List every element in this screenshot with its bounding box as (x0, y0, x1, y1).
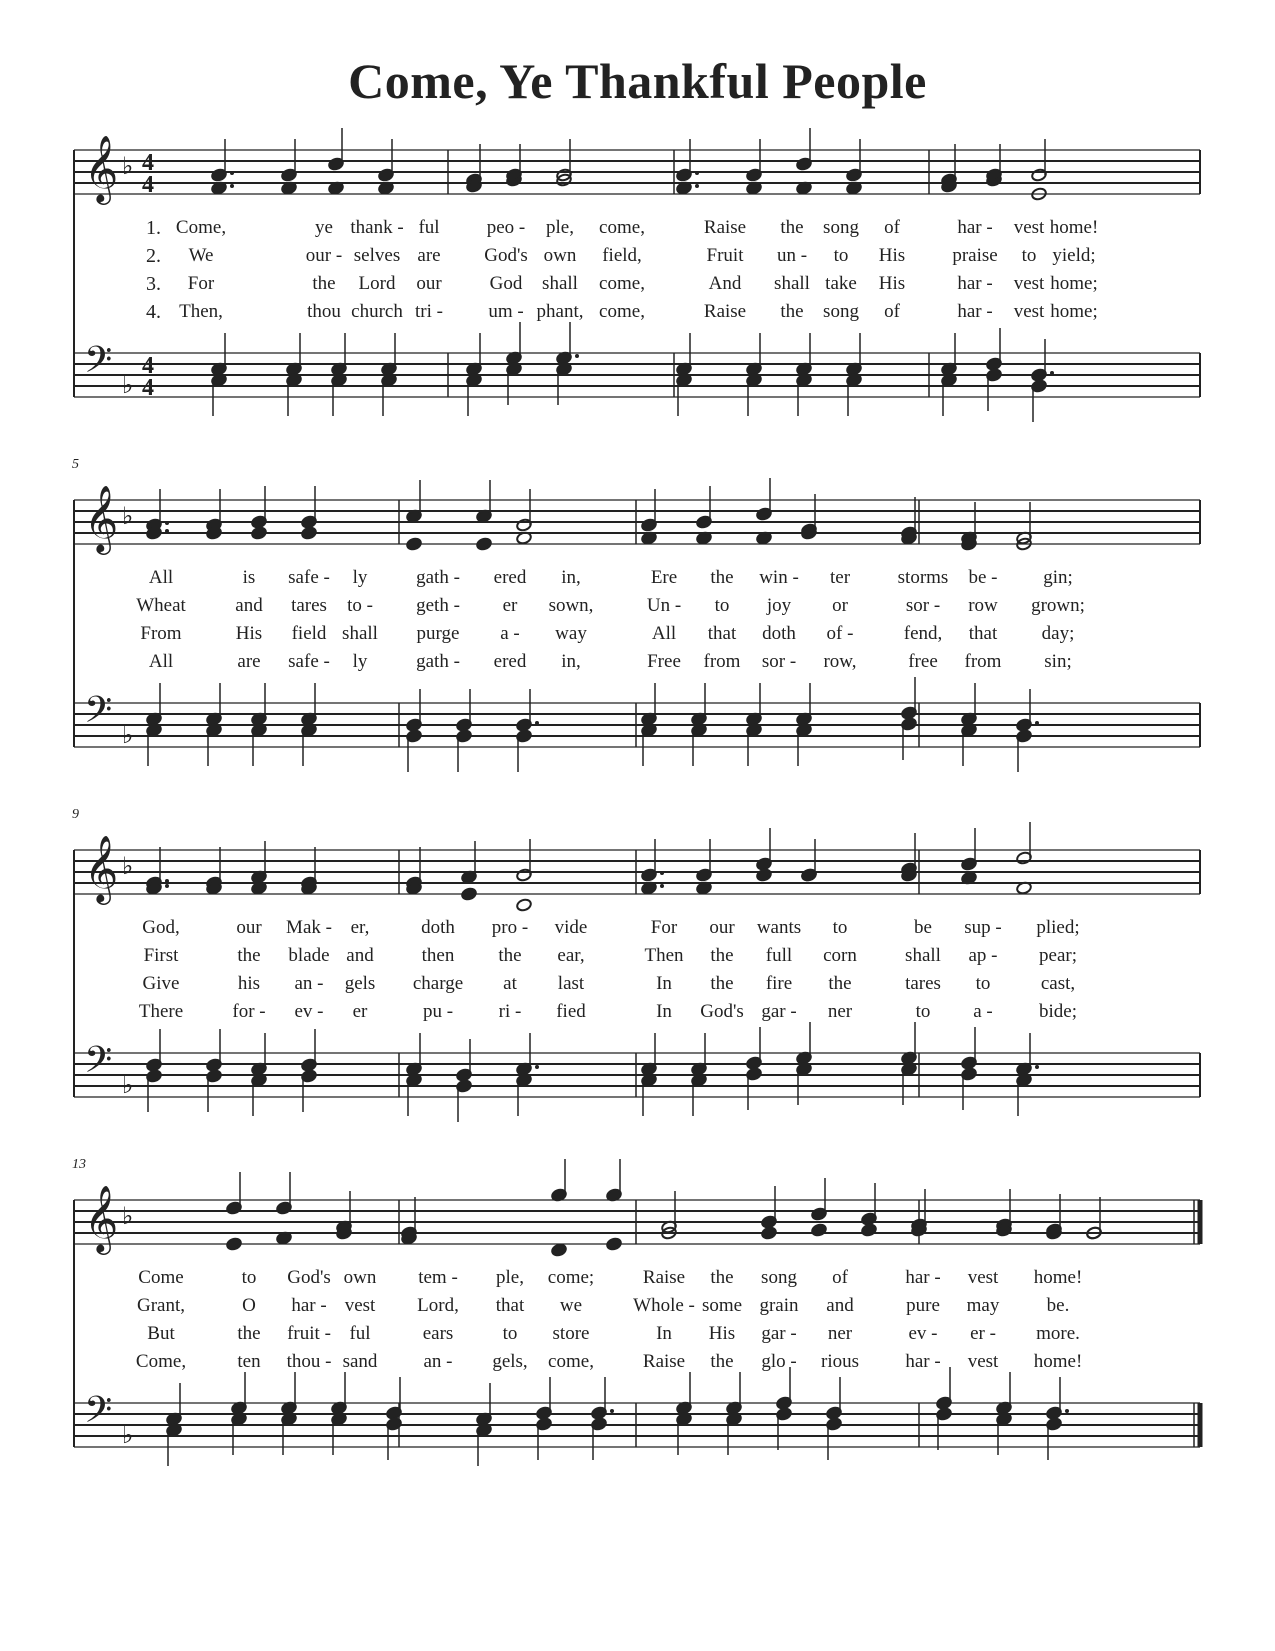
lyric-syllable: storms (897, 567, 949, 588)
lyric-syllable: Then (644, 945, 684, 966)
lyric-syllable: our (416, 273, 442, 294)
lyric-syllable: the (237, 1323, 261, 1344)
lyric-syllable: er (502, 595, 518, 616)
lyric-syllable: ears (422, 1323, 454, 1344)
lyric-syllable: gath - (416, 651, 460, 672)
lyric-syllable: God's (484, 245, 528, 266)
bass-clef-icon: 𝄢 (84, 1389, 113, 1440)
lyric-syllable: His (708, 1323, 736, 1344)
lyric-line-verse-2 (74, 595, 1200, 623)
lyric-syllable: sor - (905, 595, 941, 616)
lyric-syllable: charge (412, 973, 464, 994)
lyric-syllable: Grant, (136, 1295, 186, 1316)
lyric-syllable: fire (765, 973, 793, 994)
lyric-syllable: grain (759, 1295, 799, 1316)
lyric-syllable: har - (905, 1267, 941, 1288)
lyric-syllable: to (502, 1323, 518, 1344)
lyric-syllable: rious (821, 1351, 859, 1372)
lyric-syllable: bide; (1039, 1001, 1077, 1022)
lyric-syllable: ful (349, 1323, 371, 1344)
lyric-syllable: ear, (557, 945, 585, 966)
lyric-syllable: safe - (288, 651, 330, 672)
lyric-syllable: blade (288, 945, 330, 966)
bass-staff (74, 322, 1200, 422)
lyric-syllable: ful (418, 217, 440, 238)
lyric-syllable: be - (968, 567, 998, 588)
lyric-syllable: Un - (646, 595, 682, 616)
lyric-syllable: some (701, 1295, 743, 1316)
lyric-syllable: ter (829, 567, 851, 588)
lyric-syllable: yield; (1052, 245, 1096, 266)
lyric-syllable: of (884, 301, 900, 322)
lyric-syllable: har - (957, 273, 993, 294)
lyric-syllable: In (656, 973, 672, 994)
lyric-syllable: more. (1036, 1323, 1080, 1344)
lyric-syllable: tares (291, 595, 327, 616)
treble-clef-icon: 𝄞 (84, 484, 119, 552)
lyric-syllable: God (489, 273, 523, 294)
lyric-syllable: pure (906, 1295, 940, 1316)
lyric-syllable: vest (967, 1267, 999, 1288)
lyric-syllable: God, (142, 917, 180, 938)
lyric-syllable: His (235, 623, 263, 644)
lyric-syllable: way (555, 623, 587, 644)
lyric-syllable: an - (294, 973, 324, 994)
lyric-syllable: shall (542, 273, 578, 294)
lyric-syllable: All (148, 651, 174, 672)
bass-clef-icon: 𝄢 (84, 689, 113, 740)
lyric-syllable: tri - (415, 301, 443, 322)
lyric-syllable: ri - (498, 1001, 522, 1022)
lyric-syllable: home! (1049, 217, 1099, 238)
svg-text:4: 4 (142, 172, 154, 198)
lyric-syllable: Wheat (136, 595, 186, 616)
verse-number: 1. (146, 217, 161, 239)
lyric-syllable: day; (1041, 623, 1075, 644)
lyric-syllable: are (237, 651, 261, 672)
lyric-syllable: purge (416, 623, 460, 644)
lyric-syllable: har - (905, 1351, 941, 1372)
lyric-syllable: pu - (422, 1001, 454, 1022)
lyric-syllable: ev - (908, 1323, 938, 1344)
lyric-syllable: vest (967, 1351, 999, 1372)
lyric-syllable: that (707, 623, 737, 644)
lyric-syllable: the (498, 945, 522, 966)
lyric-syllable: the (710, 567, 734, 588)
verse-number: 3. (146, 273, 161, 295)
lyric-syllable: of (832, 1267, 848, 1288)
lyric-syllable: um - (488, 301, 524, 322)
lyric-syllable: thank - (350, 217, 404, 238)
svg-text:4: 4 (142, 353, 154, 379)
lyric-syllable: plied; (1036, 917, 1080, 938)
lyric-syllable: home! (1033, 1267, 1083, 1288)
lyric-syllable: field (291, 623, 327, 644)
lyric-syllable: ly (352, 567, 368, 588)
lyric-syllable: to (832, 917, 848, 938)
lyric-syllable: our (236, 917, 262, 938)
flat-icon: ♭ (122, 1421, 134, 1449)
flat-icon: ♭ (122, 852, 134, 880)
lyric-line-verse-1 (74, 217, 1200, 245)
lyric-syllable: God's (700, 1001, 744, 1022)
lyric-syllable: home! (1033, 1351, 1083, 1372)
lyric-syllable: row (968, 595, 998, 616)
lyric-syllable: of - (826, 623, 854, 644)
lyric-syllable: fied (556, 1001, 586, 1022)
lyric-syllable: vide (554, 917, 588, 938)
lyric-syllable: shall (774, 273, 810, 294)
lyric-syllable: All (651, 623, 677, 644)
lyric-syllable: Raise (642, 1267, 686, 1288)
svg-text:4: 4 (142, 150, 154, 176)
lyric-syllable: Free (647, 651, 681, 672)
bass-staff (74, 677, 1200, 772)
lyric-syllable: church (351, 301, 403, 322)
lyric-syllable: to (833, 245, 849, 266)
lyric-syllable: ner (827, 1001, 853, 1022)
lyric-line-verse-4 (74, 651, 1200, 679)
lyric-line-verse-3 (74, 273, 1200, 301)
lyric-syllable: From (140, 623, 182, 644)
lyric-syllable: But (147, 1323, 175, 1344)
treble-clef-icon: 𝄞 (84, 134, 119, 202)
lyric-line-verse-3 (74, 973, 1200, 1001)
lyric-syllable: vest (1013, 217, 1045, 238)
lyric-syllable: joy (766, 595, 792, 616)
lyric-line-verse-1 (74, 1267, 1200, 1295)
lyric-syllable: row, (823, 651, 857, 672)
lyric-syllable: Raise (642, 1351, 686, 1372)
lyric-syllable: take (825, 273, 857, 294)
lyric-syllable: sin; (1044, 651, 1072, 672)
lyric-syllable: to (915, 1001, 931, 1022)
lyric-syllable: Mak - (286, 917, 332, 938)
lyric-syllable: the (828, 973, 852, 994)
lyric-syllable: cast, (1040, 973, 1076, 994)
lyric-syllable: may (966, 1295, 1000, 1316)
lyric-syllable: praise (952, 245, 998, 266)
lyric-syllable: God's (287, 1267, 331, 1288)
lyric-syllable: Then, (179, 301, 223, 322)
lyric-syllable: peo - (486, 217, 526, 238)
measure-number: 5 (72, 457, 79, 472)
lyric-syllable: In (656, 1001, 672, 1022)
lyric-syllable: corn (823, 945, 857, 966)
lyric-syllable: Lord, (417, 1295, 459, 1316)
lyric-syllable: har - (291, 1295, 327, 1316)
lyric-syllable: song (823, 217, 859, 238)
lyric-syllable: in, (561, 567, 581, 588)
lyric-syllable: And (708, 273, 742, 294)
lyric-syllable: at (503, 973, 517, 994)
lyric-syllable: Give (142, 973, 180, 994)
lyric-line-verse-2 (74, 1295, 1200, 1323)
lyric-syllable: All (148, 567, 174, 588)
lyric-syllable: his (237, 973, 261, 994)
lyric-syllable: the (780, 217, 804, 238)
lyric-syllable: sand (342, 1351, 378, 1372)
lyric-line-verse-4 (74, 1351, 1200, 1379)
lyric-syllable: shall (342, 623, 378, 644)
lyric-syllable: home; (1050, 273, 1098, 294)
lyric-syllable: Fruit (706, 245, 744, 266)
flat-icon: ♭ (122, 152, 134, 180)
flat-icon: ♭ (122, 721, 134, 749)
lyric-syllable: be. (1046, 1295, 1070, 1316)
bass-staff (74, 1367, 1200, 1466)
lyric-syllable: thou (307, 301, 341, 322)
bass-clef-icon: 𝄢 (84, 1039, 113, 1090)
lyric-syllable: song (761, 1267, 797, 1288)
lyric-syllable: the (710, 1351, 734, 1372)
lyric-syllable: vest (1013, 301, 1045, 322)
svg-text:4: 4 (142, 375, 154, 401)
lyric-syllable: the (710, 973, 734, 994)
lyric-line-verse-1 (74, 917, 1200, 945)
lyric-syllable: our - (305, 245, 343, 266)
flat-icon: ♭ (122, 502, 134, 530)
lyric-syllable: sown, (548, 595, 594, 616)
lyric-line-verse-2 (74, 245, 1200, 273)
lyric-syllable: gath - (416, 567, 460, 588)
lyric-syllable: tem - (418, 1267, 458, 1288)
lyric-syllable: safe - (288, 567, 330, 588)
treble-clef-icon: 𝄞 (84, 834, 119, 902)
lyric-syllable: own (343, 1267, 377, 1288)
lyric-syllable: to (241, 1267, 257, 1288)
treble-staff (74, 1159, 1200, 1257)
lyric-syllable: and (346, 945, 374, 966)
lyric-syllable: the (780, 301, 804, 322)
lyric-syllable: come, (599, 301, 645, 322)
lyric-syllable: win - (759, 567, 799, 588)
treble-staff (74, 128, 1200, 205)
lyric-syllable: har - (957, 217, 993, 238)
lyric-syllable: vest (1013, 273, 1045, 294)
treble-clef-icon: 𝄞 (84, 1184, 119, 1252)
lyric-syllable: tares (905, 973, 941, 994)
lyric-syllable: glo - (761, 1351, 797, 1372)
lyric-syllable: that (495, 1295, 525, 1316)
lyric-syllable: to (714, 595, 730, 616)
lyric-syllable: ered (493, 567, 527, 588)
lyric-syllable: that (968, 623, 998, 644)
verse-number: 4. (146, 301, 161, 323)
measure-number: 9 (72, 807, 79, 822)
lyric-syllable: come; (547, 1267, 595, 1288)
lyric-syllable: come, (599, 217, 645, 238)
lyric-syllable: O (242, 1295, 256, 1316)
lyric-syllable: sor - (761, 651, 797, 672)
lyric-syllable: our (709, 917, 735, 938)
lyric-syllable: ple, (496, 1267, 524, 1288)
lyric-syllable: for - (232, 1001, 266, 1022)
lyric-line-verse-3 (74, 1323, 1200, 1351)
lyric-syllable: His (878, 273, 906, 294)
lyric-syllable: last (557, 973, 585, 994)
lyric-line-verse-2 (74, 945, 1200, 973)
lyric-syllable: field, (602, 245, 642, 266)
lyric-syllable: come, (548, 1351, 594, 1372)
lyric-syllable: gels (344, 973, 376, 994)
lyric-syllable: doth (421, 917, 455, 938)
lyric-syllable: shall (905, 945, 941, 966)
lyric-syllable: own (543, 245, 577, 266)
lyric-syllable: gar - (761, 1001, 797, 1022)
lyric-line-verse-3 (74, 623, 1200, 651)
lyric-syllable: we (559, 1295, 583, 1316)
lyric-syllable: are (417, 245, 441, 266)
lyric-syllable: wants (756, 917, 802, 938)
lyric-syllable: ye (315, 217, 333, 238)
lyric-syllable: ten (237, 1351, 261, 1372)
lyric-syllable: from (703, 651, 741, 672)
lyric-syllable: gin; (1043, 567, 1073, 588)
flat-icon: ♭ (122, 371, 134, 399)
lyric-line-verse-4 (74, 1001, 1200, 1029)
lyric-syllable: vest (344, 1295, 376, 1316)
lyric-syllable: ev - (294, 1001, 324, 1022)
lyric-syllable: There (138, 1001, 184, 1022)
verse-number: 2. (146, 245, 161, 267)
lyric-syllable: First (143, 945, 179, 966)
lyric-syllable: from (964, 651, 1002, 672)
lyric-syllable: gels, (492, 1351, 528, 1372)
lyric-syllable: an - (423, 1351, 453, 1372)
lyric-syllable: grown; (1031, 595, 1085, 616)
lyric-syllable: store (552, 1323, 590, 1344)
lyric-syllable: er (352, 1001, 368, 1022)
lyric-syllable: doth (762, 623, 796, 644)
lyric-syllable: Lord (358, 273, 396, 294)
lyric-syllable: Raise (703, 301, 747, 322)
lyric-syllable: ner (827, 1323, 853, 1344)
lyric-syllable: to (975, 973, 991, 994)
lyric-syllable: to - (347, 595, 373, 616)
lyric-syllable: and (826, 1295, 854, 1316)
lyric-syllable: er, (350, 917, 370, 938)
lyric-syllable: un - (776, 245, 808, 266)
treble-staff (74, 478, 1200, 555)
lyric-syllable: geth - (416, 595, 460, 616)
lyric-syllable: selves (353, 245, 401, 266)
lyric-syllable: song (823, 301, 859, 322)
hymn-title: Come, Ye Thankful People (348, 53, 927, 109)
lyric-syllable: ly (352, 651, 368, 672)
lyric-syllable: Come, (175, 217, 227, 238)
lyric-syllable: to (1021, 245, 1037, 266)
lyric-line-verse-1 (74, 567, 1200, 595)
treble-staff (74, 822, 1200, 912)
lyric-syllable: and (235, 595, 263, 616)
lyric-syllable: fruit - (287, 1323, 331, 1344)
lyric-syllable: is (242, 567, 256, 588)
lyric-syllable: come, (599, 273, 645, 294)
lyric-syllable: be (914, 917, 932, 938)
lyric-syllable: sup - (964, 917, 1002, 938)
measure-number: 13 (72, 1157, 86, 1172)
lyric-syllable: Raise (703, 217, 747, 238)
lyric-syllable: free (908, 651, 938, 672)
lyric-syllable: pro - (491, 917, 529, 938)
lyric-syllable: Come (138, 1267, 184, 1288)
lyric-syllable: home; (1050, 301, 1098, 322)
lyric-line-verse-4 (74, 301, 1200, 329)
lyric-syllable: the (237, 945, 261, 966)
bass-staff (74, 1022, 1200, 1122)
bass-clef-icon: 𝄢 (84, 339, 113, 390)
lyric-syllable: the (710, 1267, 734, 1288)
lyric-syllable: full (765, 945, 793, 966)
lyric-syllable: We (188, 245, 214, 266)
lyric-syllable: In (656, 1323, 672, 1344)
lyric-syllable: er - (970, 1323, 996, 1344)
lyric-syllable: ple, (546, 217, 574, 238)
lyric-syllable: Come, (135, 1351, 187, 1372)
lyric-syllable: gar - (761, 1323, 797, 1344)
lyric-syllable: His (878, 245, 906, 266)
lyric-syllable: ap - (968, 945, 998, 966)
lyric-syllable: the (312, 273, 336, 294)
lyric-syllable: thou - (286, 1351, 332, 1372)
lyric-syllable: pear; (1039, 945, 1077, 966)
lyric-syllable: ered (493, 651, 527, 672)
lyric-syllable: or (832, 595, 848, 616)
lyric-syllable: the (710, 945, 734, 966)
lyric-syllable: of (884, 217, 900, 238)
lyric-syllable: For (650, 917, 678, 938)
flat-icon: ♭ (122, 1202, 134, 1230)
lyric-syllable: in, (561, 651, 581, 672)
lyric-syllable: For (187, 273, 215, 294)
lyric-syllable: a - (500, 623, 520, 644)
lyric-syllable: phant, (536, 301, 584, 322)
lyric-syllable: Ere (650, 567, 678, 588)
lyric-syllable: fend, (903, 623, 943, 644)
lyric-syllable: har - (957, 301, 993, 322)
lyric-syllable: Whole - (633, 1295, 695, 1316)
lyric-syllable: a - (973, 1001, 993, 1022)
lyric-syllable: then (421, 945, 455, 966)
flat-icon: ♭ (122, 1071, 134, 1099)
